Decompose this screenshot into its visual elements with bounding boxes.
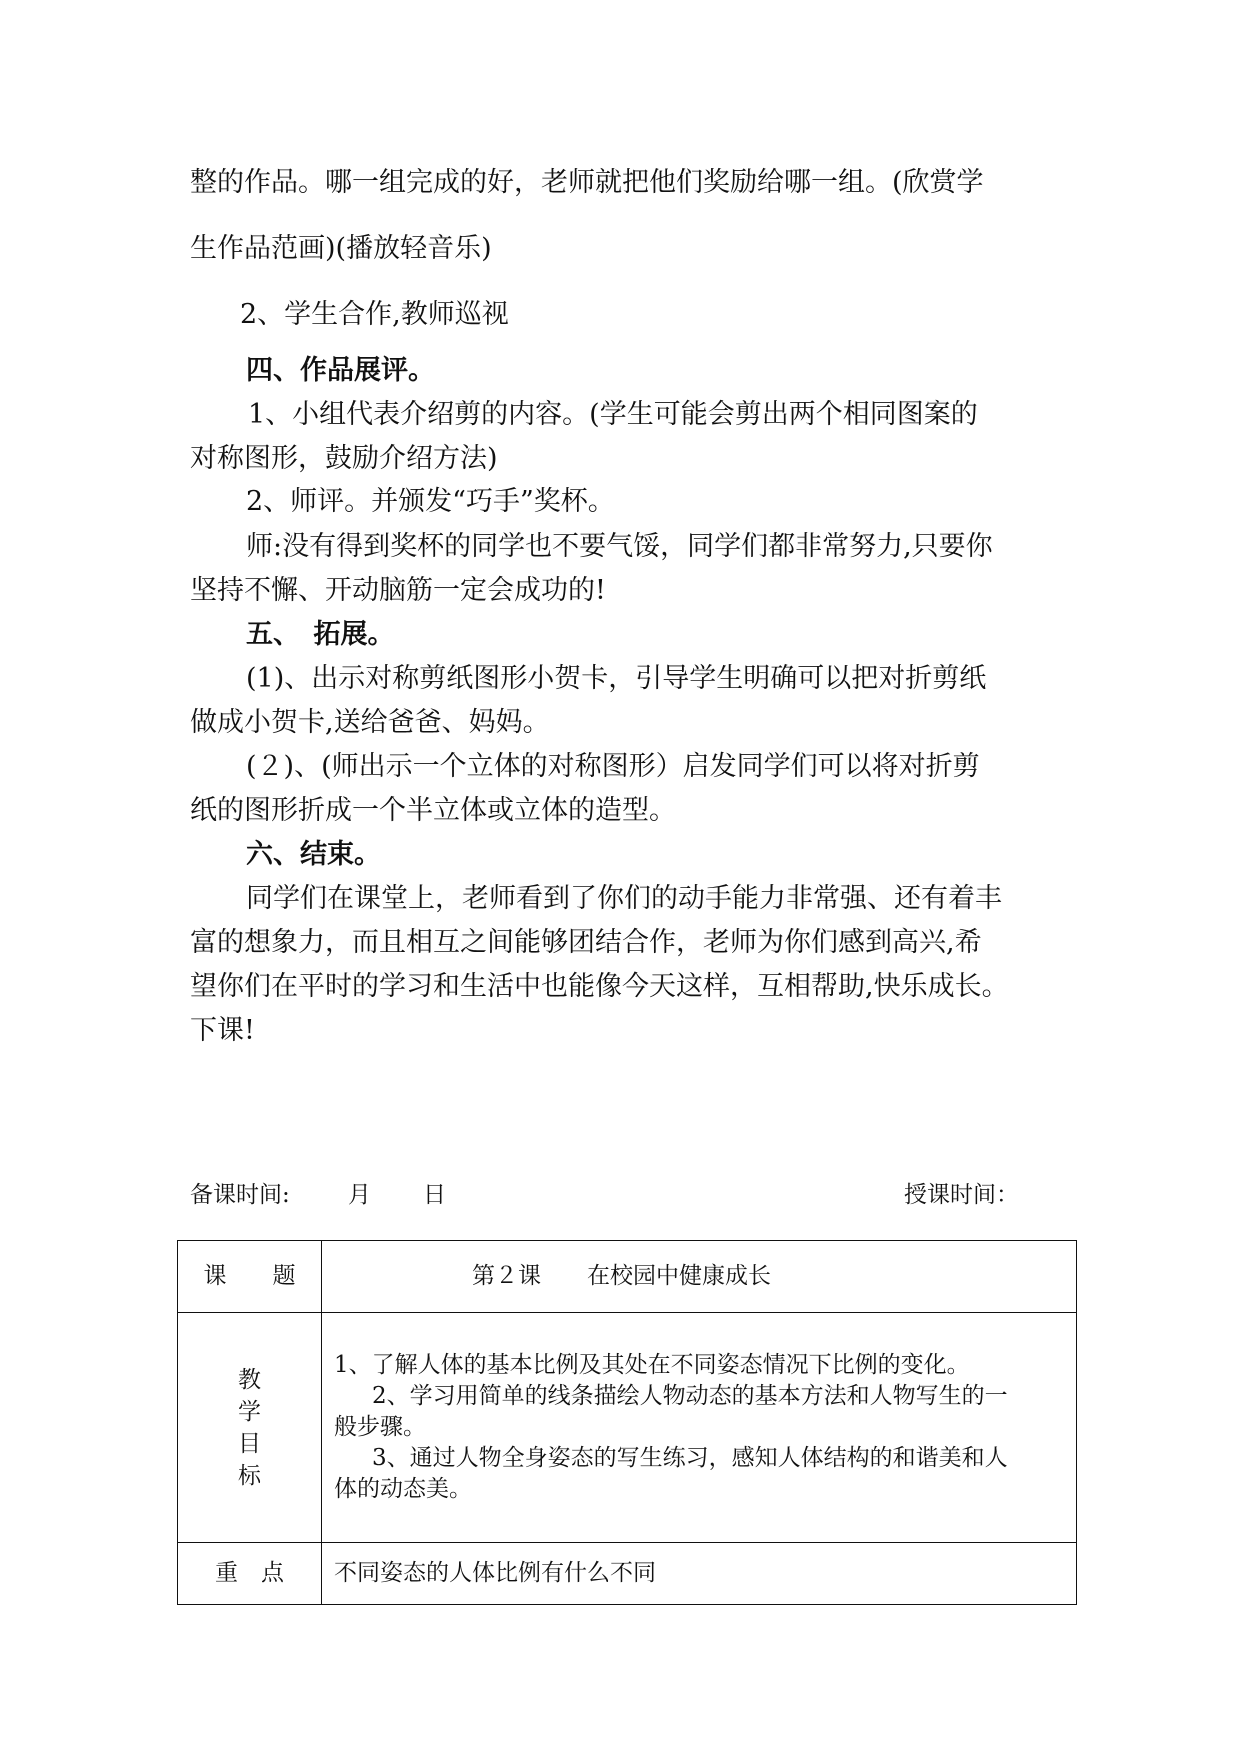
body-line: 下课! [190,1015,255,1046]
goals-label-char: 标 [238,1462,261,1489]
body-line: 坚持不懈、开动脑筋一定会成功的! [190,575,606,606]
goal-line: 1、了解人体的基本比例及其处在不同姿态情况下比例的变化。 [334,1352,970,1378]
goal-line: 般步骤。 [334,1414,426,1440]
topic-label: 课 题 [178,1241,322,1313]
topic-row [178,1241,1077,1313]
body-line: 富的想象力，而且相互之间能够团结合作，老师为你们感到高兴,希 [190,927,982,958]
goal-line: 体的动态美。 [334,1476,472,1502]
prep-day: 日 [423,1182,446,1208]
key-points-row [178,1543,1077,1605]
body-line: 整的作品。哪一组完成的好，老师就把他们奖励给哪一组。(欣赏学 [190,167,984,198]
body-line: 1、小组代表介绍剪的内容。(学生可能会剪出两个相同图案的 [248,399,978,430]
body-line: 纸的图形折成一个半立体或立体的造型。 [190,795,676,826]
goal-line: 3、通过人物全身姿态的写生练习，感知人体结构的和谐美和人 [372,1445,1008,1471]
goals-row [178,1313,1077,1543]
goals-content [322,1313,1077,1543]
goals-label-char: 学 [238,1398,261,1425]
goals-label [178,1313,322,1543]
prep-month: 月 [348,1182,371,1208]
section-heading: 四、作品展评。 [246,355,435,386]
body-line: 2、师评。并颁发“巧手”奖杯。 [246,486,615,517]
body-line: 对称图形，鼓励介绍方法) [190,443,498,474]
topic-text: 第２课 在校园中健康成长 [472,1263,771,1289]
topic-value [322,1241,1077,1313]
body-line: 师:没有得到奖杯的同学也不要气馁，同学们都非常努力,只要你 [246,531,993,562]
goals-label-char: 教 [238,1366,261,1393]
lesson-table [177,1240,1077,1605]
goals-label-char: 目 [238,1430,261,1457]
teach-time-label: 授课时间： [904,1182,1019,1208]
goal-line: 2、学习用简单的线条描绘人物动态的基本方法和人物写生的一 [372,1383,1008,1409]
section-heading: 六、结束。 [246,839,381,870]
section-heading: 五、 拓展。 [246,619,395,650]
prep-time-label: 备课时间: [190,1182,290,1208]
body-line: 做成小贺卡,送给爸爸、妈妈。 [190,707,550,738]
body-line: (２)、(师出示一个立体的对称图形）启发同学们可以将对折剪 [246,751,980,782]
body-line: 2、学生合作,教师巡视 [240,299,509,330]
body-line: (1)、出示对称剪纸图形小贺卡，引导学生明确可以把对折剪纸 [246,663,987,694]
body-line: 望你们在平时的学习和生活中也能像今天这样，互相帮助,快乐成长。 [190,971,1009,1002]
body-line: 生作品范画)(播放轻音乐) [190,233,492,264]
body-line: 同学们在课堂上，老师看到了你们的动手能力非常强、还有着丰 [246,883,1002,914]
key-points-label: 重 点 [178,1543,322,1605]
key-points-value: 不同姿态的人体比例有什么不同 [322,1543,1077,1605]
